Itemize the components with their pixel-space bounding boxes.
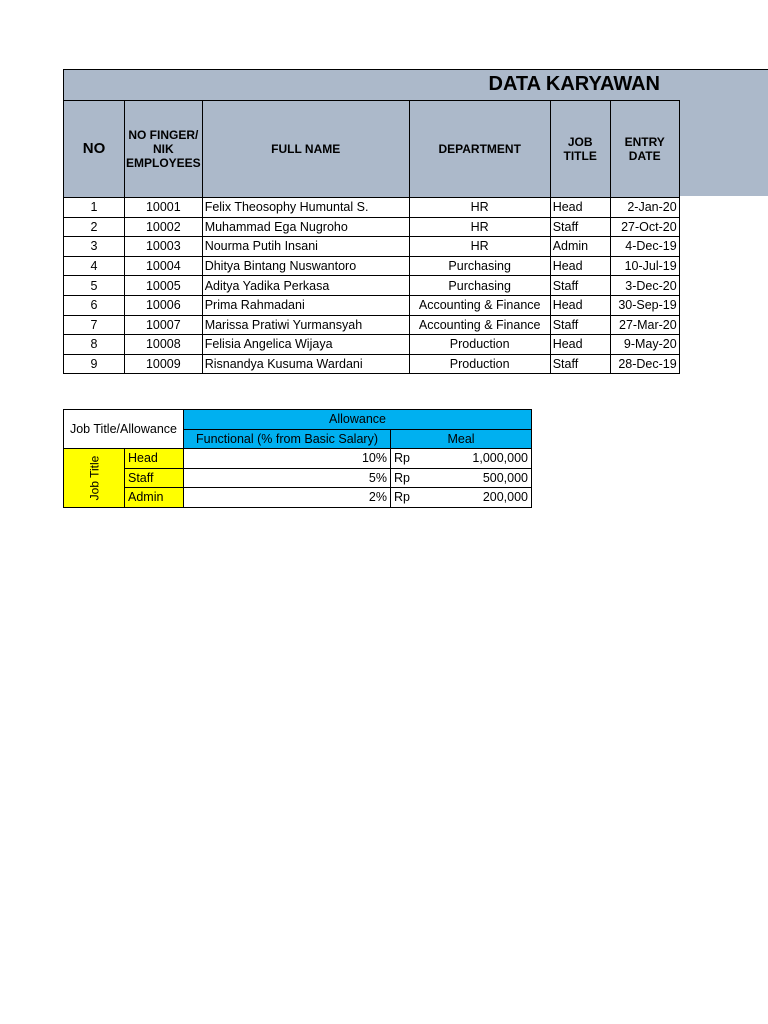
cell-no[interactable]: 8	[64, 335, 125, 355]
cell-no[interactable]: 4	[64, 256, 125, 276]
cell-no[interactable]: 6	[64, 295, 125, 315]
header-job-title[interactable]: JOB TITLE	[550, 101, 610, 198]
allowance-corner-label[interactable]: Job Title/Allowance	[64, 410, 184, 449]
allowance-job-title[interactable]: Head	[125, 449, 184, 469]
employee-row	[64, 276, 680, 296]
cell-department[interactable]: Purchasing	[409, 276, 550, 296]
cell-entry-date[interactable]: 10-Jul-19	[610, 256, 679, 276]
employee-row	[64, 335, 680, 355]
employee-table-header-row	[64, 101, 680, 198]
header-nik[interactable]: NO FINGER/ NIK EMPLOYEES	[125, 101, 203, 198]
cell-full-name[interactable]: Aditya Yadika Perkasa	[202, 276, 409, 296]
cell-full-name[interactable]: Dhitya Bintang Nuswantoro	[202, 256, 409, 276]
cell-full-name[interactable]: Muhammad Ega Nugroho	[202, 217, 409, 237]
allowance-meal[interactable]: 1,000,000	[417, 449, 532, 469]
cell-no[interactable]: 2	[64, 217, 125, 237]
cell-full-name[interactable]: Felix Theosophy Humuntal S.	[202, 198, 409, 218]
allowance-row	[64, 449, 532, 469]
cell-job-title[interactable]: Staff	[550, 217, 610, 237]
functional-header[interactable]: Functional (% from Basic Salary)	[184, 429, 391, 449]
allowance-job-title[interactable]: Staff	[125, 468, 184, 488]
cell-entry-date[interactable]: 27-Mar-20	[610, 315, 679, 335]
allowance-job-title[interactable]: Admin	[125, 488, 184, 508]
cell-nik[interactable]: 10009	[125, 354, 203, 374]
cell-nik[interactable]: 10002	[125, 217, 203, 237]
cell-job-title[interactable]: Staff	[550, 276, 610, 296]
job-title-side-label-text: Job Title	[86, 455, 101, 501]
sheet-title: DATA KARYAWAN	[488, 73, 660, 95]
employee-row	[64, 354, 680, 374]
cell-entry-date[interactable]: 2-Jan-20	[610, 198, 679, 218]
cell-job-title[interactable]: Head	[550, 295, 610, 315]
allowance-group-header[interactable]: Allowance	[184, 410, 532, 430]
cell-entry-date[interactable]: 28-Dec-19	[610, 354, 679, 374]
employee-row	[64, 315, 680, 335]
cell-department[interactable]: HR	[409, 237, 550, 257]
cell-job-title[interactable]: Head	[550, 256, 610, 276]
cell-nik[interactable]: 10007	[125, 315, 203, 335]
meal-header[interactable]: Meal	[391, 429, 532, 449]
cell-entry-date[interactable]: 27-Oct-20	[610, 217, 679, 237]
cell-full-name[interactable]: Risnandya Kusuma Wardani	[202, 354, 409, 374]
header-no[interactable]: NO	[64, 101, 125, 198]
allowance-functional[interactable]: 5%	[184, 468, 391, 488]
employee-row	[64, 217, 680, 237]
cell-full-name[interactable]: Felisia Angelica Wijaya	[202, 335, 409, 355]
job-title-side-label[interactable]	[64, 449, 125, 508]
allowance-meal[interactable]: 200,000	[417, 488, 532, 508]
allowance-functional[interactable]: 2%	[184, 488, 391, 508]
allowance-currency[interactable]: Rp	[391, 488, 417, 508]
cell-department[interactable]: Accounting & Finance	[409, 315, 550, 335]
employee-table	[63, 100, 680, 374]
cell-no[interactable]: 1	[64, 198, 125, 218]
employee-row	[64, 198, 680, 218]
allowance-row	[64, 488, 532, 508]
employee-row	[64, 295, 680, 315]
employee-row	[64, 256, 680, 276]
cell-nik[interactable]: 10005	[125, 276, 203, 296]
cell-department[interactable]: Production	[409, 335, 550, 355]
cell-nik[interactable]: 10008	[125, 335, 203, 355]
allowance-table	[63, 409, 532, 508]
header-department[interactable]: DEPARTMENT	[409, 101, 550, 198]
cell-nik[interactable]: 10003	[125, 237, 203, 257]
allowance-currency[interactable]: Rp	[391, 449, 417, 469]
cell-department[interactable]: Purchasing	[409, 256, 550, 276]
cell-full-name[interactable]: Prima Rahmadani	[202, 295, 409, 315]
cell-nik[interactable]: 10006	[125, 295, 203, 315]
allowance-header-row-1	[64, 410, 532, 430]
cell-nik[interactable]: 10001	[125, 198, 203, 218]
cell-job-title[interactable]: Staff	[550, 315, 610, 335]
cell-department[interactable]: Production	[409, 354, 550, 374]
cell-nik[interactable]: 10004	[125, 256, 203, 276]
cell-entry-date[interactable]: 3-Dec-20	[610, 276, 679, 296]
cell-no[interactable]: 9	[64, 354, 125, 374]
allowance-functional[interactable]: 10%	[184, 449, 391, 469]
cell-no[interactable]: 5	[64, 276, 125, 296]
cell-entry-date[interactable]: 30-Sep-19	[610, 295, 679, 315]
employee-row	[64, 237, 680, 257]
header-entry-date[interactable]: ENTRY DATE	[610, 101, 679, 198]
cell-department[interactable]: HR	[409, 217, 550, 237]
cell-job-title[interactable]: Head	[550, 198, 610, 218]
cell-full-name[interactable]: Nourma Putih Insani	[202, 237, 409, 257]
cell-job-title[interactable]: Admin	[550, 237, 610, 257]
cell-job-title[interactable]: Staff	[550, 354, 610, 374]
header-full-name[interactable]: FULL NAME	[202, 101, 409, 198]
cell-no[interactable]: 7	[64, 315, 125, 335]
cell-department[interactable]: HR	[409, 198, 550, 218]
cell-department[interactable]: Accounting & Finance	[409, 295, 550, 315]
cell-entry-date[interactable]: 4-Dec-19	[610, 237, 679, 257]
cell-no[interactable]: 3	[64, 237, 125, 257]
cell-entry-date[interactable]: 9-May-20	[610, 335, 679, 355]
cell-full-name[interactable]: Marissa Pratiwi Yurmansyah	[202, 315, 409, 335]
allowance-meal[interactable]: 500,000	[417, 468, 532, 488]
cell-job-title[interactable]: Head	[550, 335, 610, 355]
allowance-currency[interactable]: Rp	[391, 468, 417, 488]
allowance-row	[64, 468, 532, 488]
